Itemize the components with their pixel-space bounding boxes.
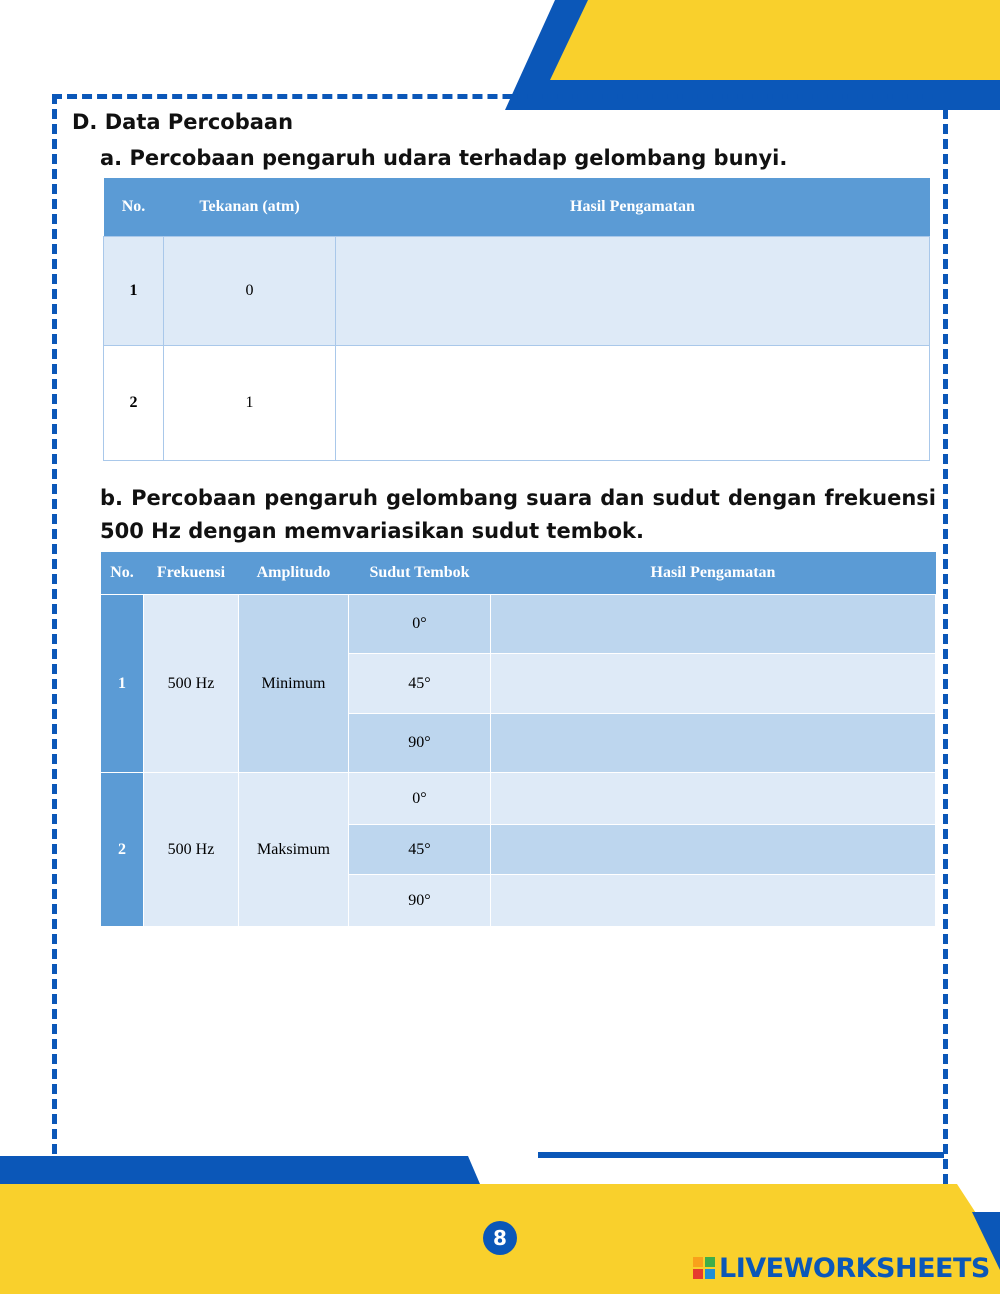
col-sudut: Sudut Tembok (349, 552, 491, 595)
row-no: 1 (104, 237, 164, 346)
hasil-answer-cell[interactable] (336, 346, 930, 461)
section-title: D. Data Percobaan (72, 110, 294, 134)
hasil-answer-cell[interactable] (491, 875, 936, 927)
table-row (104, 237, 930, 346)
hasil-answer-cell[interactable] (491, 654, 936, 714)
angle-cell: 0° (349, 773, 491, 825)
angle-cell: 45° (349, 825, 491, 875)
table-row (104, 346, 930, 461)
group-amplitudo: Minimum (239, 595, 349, 773)
table-header-row (101, 552, 936, 595)
col-hasil: Hasil Pengamatan (336, 178, 930, 237)
page-number-badge: 8 (483, 1221, 517, 1255)
liveworksheets-brand[interactable] (693, 1252, 990, 1284)
hasil-answer-cell[interactable] (491, 825, 936, 875)
table-row (101, 773, 936, 825)
table-header-row (104, 178, 930, 237)
group-amplitudo: Maksimum (239, 773, 349, 927)
table-row (101, 595, 936, 654)
part-b-title: b. Percobaan pengaruh gelombang suara dan sudut dengan frekuensi 500 Hz dengan memvariasikan sudut tembok. (100, 486, 936, 543)
liveworksheets-logo-icon (693, 1257, 715, 1279)
hasil-answer-cell[interactable] (491, 714, 936, 773)
hasil-answer-cell[interactable] (491, 595, 936, 654)
pressure-table (103, 178, 930, 461)
row-tekanan: 0 (164, 237, 336, 346)
row-tekanan: 1 (164, 346, 336, 461)
group-frekuensi: 500 Hz (144, 595, 239, 773)
group-no: 2 (101, 773, 144, 927)
angle-cell: 90° (349, 875, 491, 927)
angle-cell: 90° (349, 714, 491, 773)
row-no: 2 (104, 346, 164, 461)
group-frekuensi: 500 Hz (144, 773, 239, 927)
angle-cell: 0° (349, 595, 491, 654)
hasil-answer-cell[interactable] (491, 773, 936, 825)
col-no: No. (101, 552, 144, 595)
col-frekuensi: Frekuensi (144, 552, 239, 595)
part-a-title: a. Percobaan pengaruh udara terhadap gelombang bunyi. (100, 146, 788, 170)
angle-cell: 45° (349, 654, 491, 714)
col-amplitudo: Amplitudo (239, 552, 349, 595)
hasil-answer-cell[interactable] (336, 237, 930, 346)
angle-table (100, 552, 936, 927)
col-tekanan: Tekanan (atm) (164, 178, 336, 237)
brand-text: LIVEWORKSHEETS (719, 1252, 990, 1284)
col-no: No. (104, 178, 164, 237)
group-no: 1 (101, 595, 144, 773)
col-hasil: Hasil Pengamatan (491, 552, 936, 595)
